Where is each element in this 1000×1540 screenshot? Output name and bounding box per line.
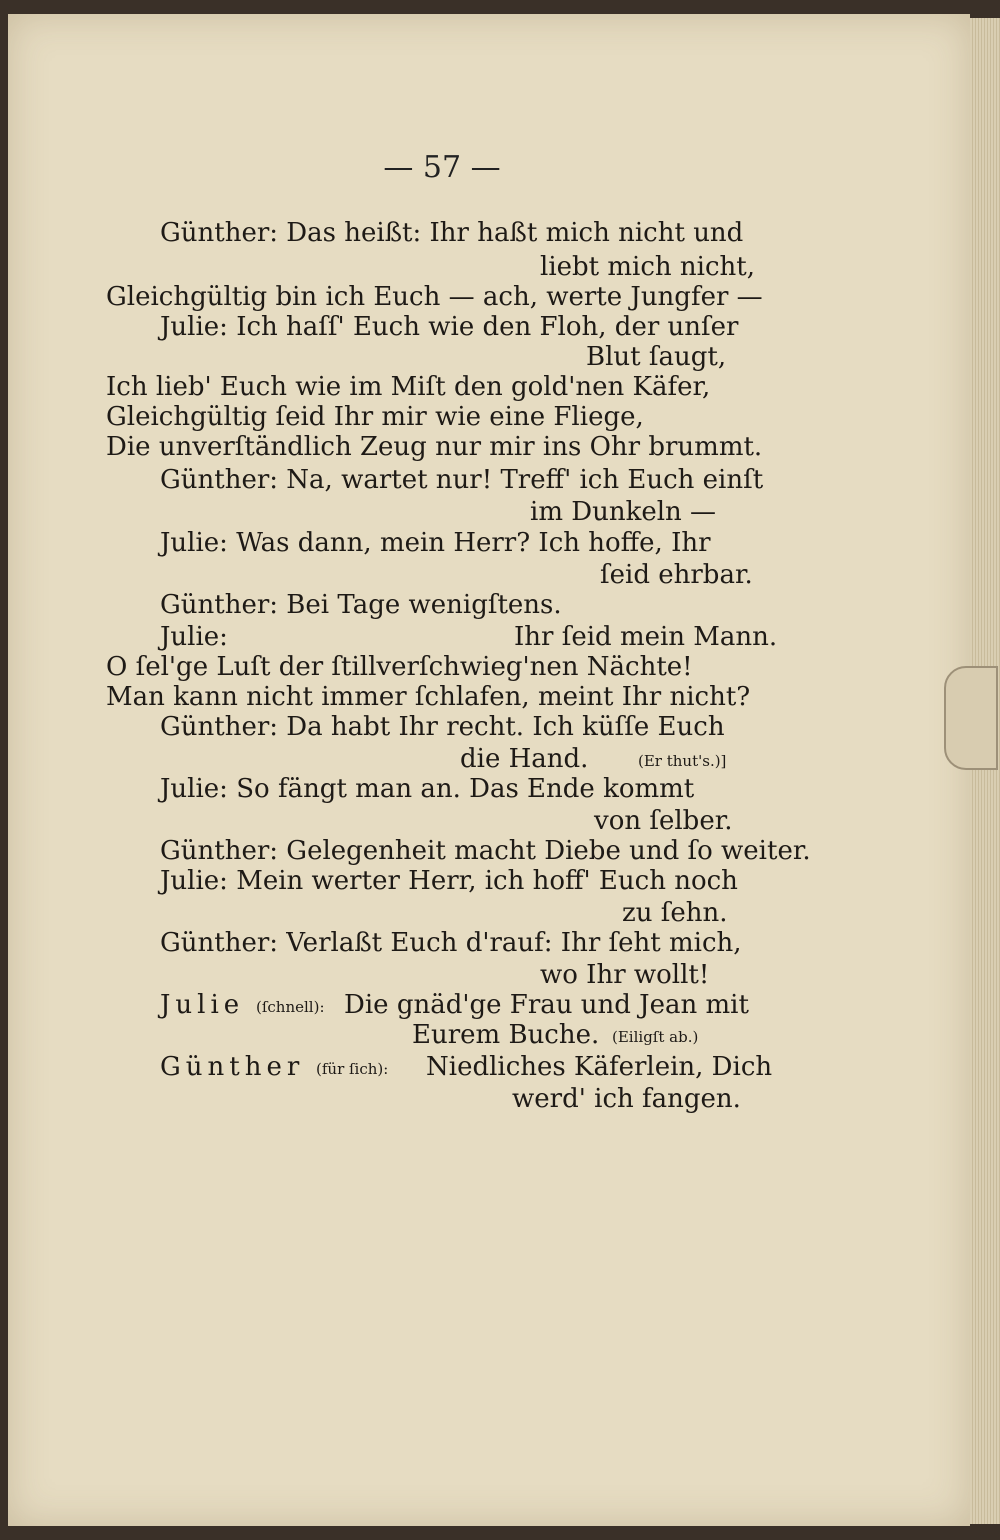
text-line: werd' ich fangen. xyxy=(512,1084,741,1114)
stage-direction: (Eiligſt ab.) xyxy=(612,1028,699,1046)
text-line: zu ſehn. xyxy=(622,898,728,928)
page-tab-marker xyxy=(944,666,998,770)
speaker-label: Günther xyxy=(160,1052,305,1082)
text-line: Julie: Mein werter Herr, ich hoff' Euch noch xyxy=(160,866,738,896)
text-line: Julie: So fängt man an. Das Ende kommt xyxy=(160,774,695,804)
text-line: Günther: Da habt Ihr recht. Ich küſſe Euch xyxy=(160,712,725,742)
speaker-label: Julie xyxy=(160,990,245,1020)
text-line: Gleichgültig bin ich Euch — ach, werte Jungfer — xyxy=(106,282,763,312)
text-line: Julie: Was dann, mein Herr? Ich hoffe, Ihr xyxy=(160,528,711,558)
text-line: Eurem Buche. xyxy=(412,1020,600,1050)
text-line: Man kann nicht immer ſchlafen, meint Ihr nicht? xyxy=(106,682,751,712)
text-line: Ich lieb' Euch wie im Miſt den gold'nen Käfer, xyxy=(106,372,711,402)
text-line: Julie: Ich haſſ' Euch wie den Floh, der unſer xyxy=(160,312,739,342)
text-line: liebt mich nicht, xyxy=(540,252,755,282)
text-line: Die gnäd'ge Frau und Jean mit xyxy=(344,990,749,1020)
text-line: von ſelber. xyxy=(594,806,733,836)
text-line: O ſel'ge Luſt der ſtillverſchwieg'nen Nächte! xyxy=(106,652,693,682)
stage-direction: (ſchnell): xyxy=(256,998,325,1016)
stage-direction: (Er thut's.)] xyxy=(638,752,727,770)
text-line: Günther: Verlaßt Euch d'rauf: Ihr ſeht mich, xyxy=(160,928,742,958)
text-line: Blut ſaugt, xyxy=(586,342,727,372)
text-line: Niedliches Käferlein, Dich xyxy=(426,1052,773,1082)
stage-direction: (für ſich): xyxy=(316,1060,389,1078)
page-number: — 57 — xyxy=(383,150,501,185)
page-edges xyxy=(970,18,1000,1524)
text-line: die Hand. xyxy=(460,744,589,774)
text-line: Günther: Bei Tage wenigſtens. xyxy=(160,590,562,620)
text-line: Günther: Gelegenheit macht Diebe und ſo weiter. xyxy=(160,836,811,866)
text-line: Ihr ſeid mein Mann. xyxy=(514,622,778,652)
text-line: ſeid ehrbar. xyxy=(600,560,753,590)
text-line: Die unverſtändlich Zeug nur mir ins Ohr brummt. xyxy=(106,432,763,462)
text-line: im Dunkeln — xyxy=(530,497,717,527)
text-line: Günther: Na, wartet nur! Treff' ich Euch einſt xyxy=(160,465,764,495)
text-line: Gleichgültig ſeid Ihr mir wie eine Fliege, xyxy=(106,402,644,432)
text-line: wo Ihr wollt! xyxy=(540,960,710,990)
text-line: Günther: Das heißt: Ihr haßt mich nicht und xyxy=(160,218,744,248)
speaker-label: Julie: xyxy=(160,622,228,652)
